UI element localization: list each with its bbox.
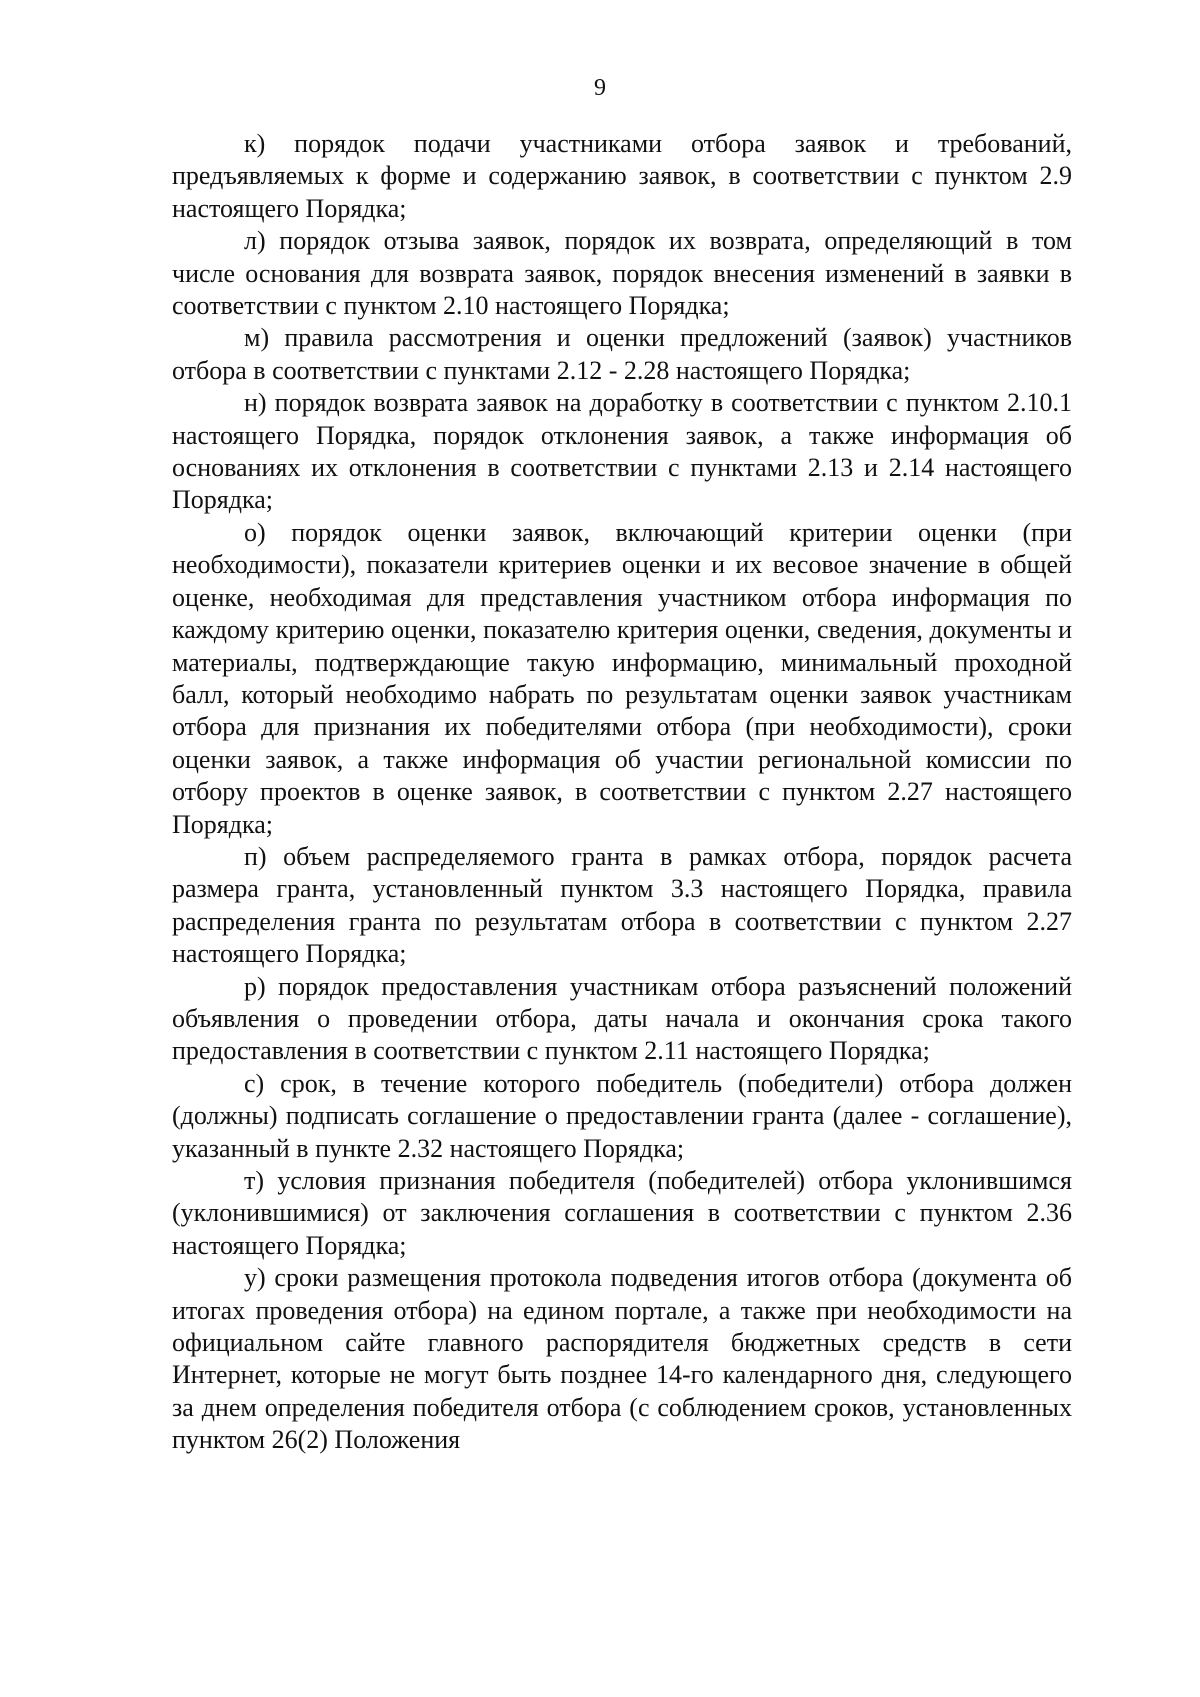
paragraph-s: с) срок, в течение которого победитель (победители) отбора должен (должны) подписать соглашение о предоставлении гранта (далее - соглашение), указанный в пункте 2.32 настоящего Порядка; <box>172 1068 1072 1163</box>
paragraph-u: у) сроки размещения протокола подведения итогов отбора (документа об итогах проведения отбора) на едином портале, а также при необходимости на официальном сайте главного распорядителя бюджетных средств в сети Интернет, которые не могут быть позднее 14-го календарного дня, следующего за днем определения победителя отбора (с соблюдением сроков, установленных пунктом 26(2) Положения <box>172 1263 1072 1455</box>
document-body <box>172 128 1072 1457</box>
paragraph-t: т) условия признания победителя (победителей) отбора уклонившимся (уклонившимися) от заключения соглашения в соответствии с пунктом 2.36 настоящего Порядка; <box>172 1166 1072 1260</box>
paragraph-k: к) порядок подачи участниками отбора заявок и требований, предъявляемых к форме и содержанию заявок, в соответствии с пунктом 2.9 настоящего Порядка; <box>172 129 1072 223</box>
paragraph-p: п) объем распределяемого гранта в рамках отбора, порядок расчета размера гранта, установленный пунктом 3.3 настоящего Порядка, правила распределения гранта по результатам отбора в соответствии с пунктом 2.27 настоящего Порядка; <box>172 841 1072 969</box>
page-number: 9 <box>594 75 606 101</box>
paragraph-n: н) порядок возврата заявок на доработку в соответствии с пунктом 2.10.1 настоящего Порядка, порядок отклонения заявок, а также информация об основаниях их отклонения в соответствии с пунктами 2.13 и 2.14 настоящего Порядка; <box>172 388 1072 515</box>
paragraph-l: л) порядок отзыва заявок, порядок их возврата, определяющий в том числе основания для возврата заявок, порядок внесения изменений в заявки в соответствии с пунктом 2.10 настоящего Порядка; <box>172 226 1072 321</box>
paragraph-m: м) правила рассмотрения и оценки предложений (заявок) участников отбора в соответствии с пунктами 2.12 - 2.28 настоящего Порядка; <box>172 323 1072 385</box>
paragraph-o: о) порядок оценки заявок, включающий критерии оценки (при необходимости), показатели критериев оценки и их весовое значение в общей оценке, необходимая для представления участником отбора информация по каждому критерию оценки, показателю критерия оценки, сведения, документы и материалы, подтверждающие такую информацию, минимальный проходной балл, который необходимо набрать по результатам оценки заявок участникам отбора для признания их победителями отбора (при необходимости), сроки оценки заявок, а также информация об участии региональной комиссии по отбору проектов в оценке заявок, в соответствии с пунктом 2.27 настоящего Порядка; <box>172 517 1072 839</box>
paragraph-r: р) порядок предоставления участникам отбора разъяснений положений объявления о проведении отбора, даты начала и окончания срока такого предоставления в соответствии с пунктом 2.11 настоящего Порядка; <box>172 971 1072 1066</box>
